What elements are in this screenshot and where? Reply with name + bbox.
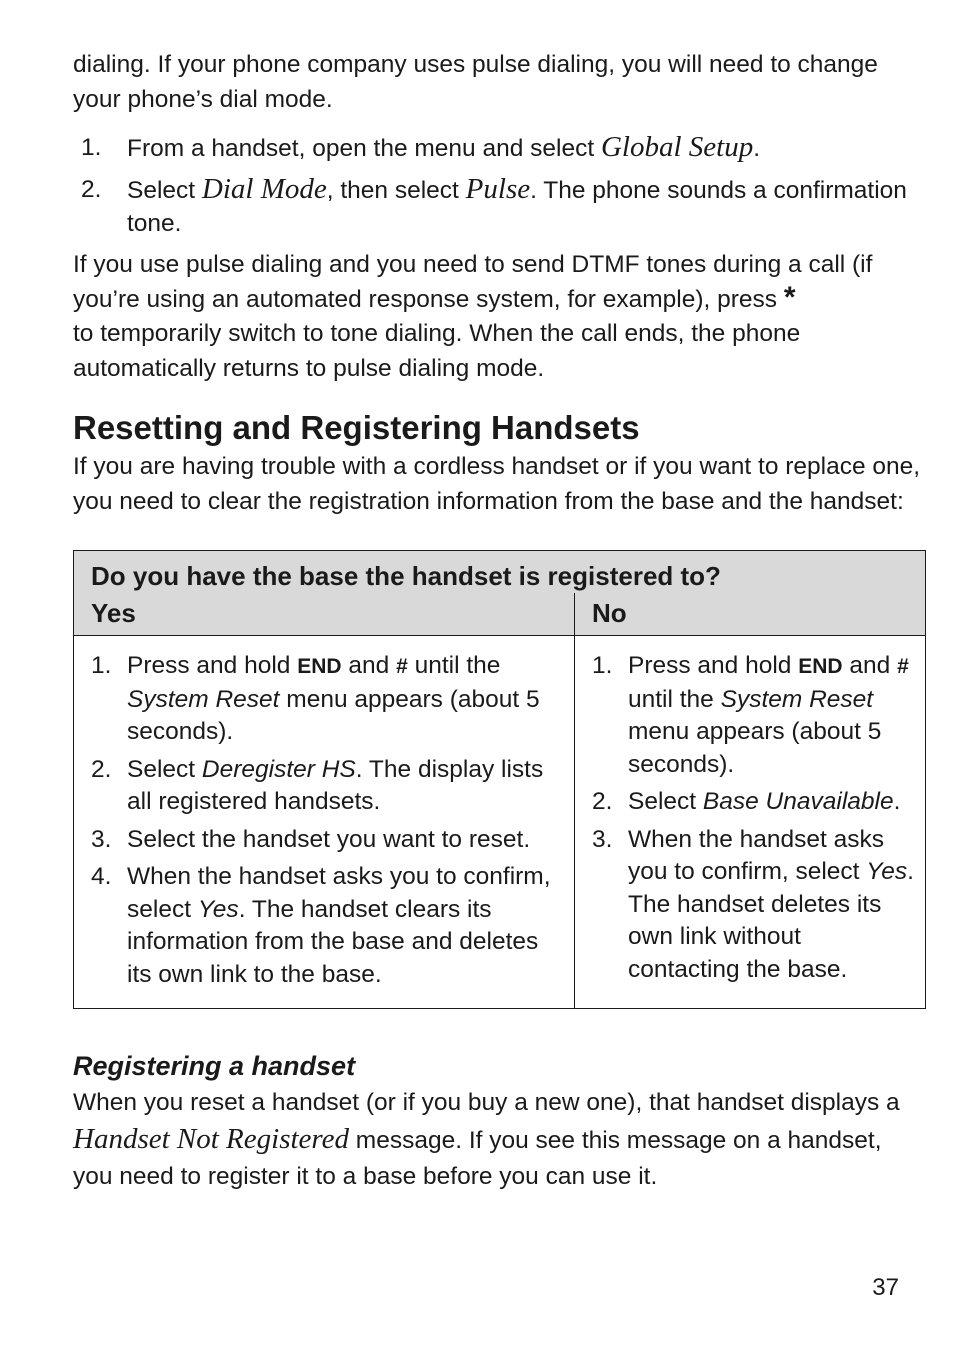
manual-page (73, 48, 925, 1195)
list-item: 4. When the handset asks you to confirm, select Yes. The handset clears its information from the base and deletes its own link to the base. (91, 863, 551, 988)
table-question: Do you have the base the handset is registered to? (74, 551, 926, 594)
end-key: END (297, 655, 342, 678)
section-title: Resetting and Registering Handsets (73, 409, 640, 446)
end-key: END (798, 655, 843, 678)
subsection-title: Registering a handset (73, 1051, 356, 1081)
list-item: 1. Press and hold END and # until the System Reset menu appears (about 5 seconds). (91, 652, 540, 745)
list-item: 1. Press and hold END and # until the System Reset menu appears (about 5 seconds). (592, 652, 909, 778)
pulse-dialing-paragraph: If you use pulse dialing and you need to send DTMF tones during a call (if you’re using an automated response system, for example), press * to temporarily switch to tone dialing. When the call ends, the phone automatically returns to pulse dialing mode. (73, 251, 873, 382)
list-item: 3. Select the handset you want to reset. (91, 825, 531, 853)
registering-paragraph: When you reset a handset (or if you buy a new one), that handset displays a Handset Not Registered message. If you see this message on a handset, you need to register it to a base before you can use it. (73, 1089, 900, 1190)
menu-option: Pulse (465, 173, 531, 205)
list-item: 2. Select Base Unavailable. (592, 788, 901, 815)
display-message: Handset Not Registered (73, 1123, 349, 1155)
star-key-icon: * (783, 280, 796, 314)
pound-key: # (897, 655, 909, 678)
no-column (575, 636, 926, 1009)
dial-mode-steps (73, 131, 925, 240)
page-number: 37 (872, 1274, 899, 1301)
yes-header: Yes (74, 593, 575, 636)
list-item: 1. From a handset, open the menu and select Global Setup. (81, 131, 761, 163)
menu-option: Global Setup (600, 131, 754, 163)
pound-key: # (396, 655, 408, 678)
menu-option: Dial Mode (201, 173, 327, 205)
yes-column (74, 636, 575, 1009)
section-intro: If you are having trouble with a cordless handset or if you want to replace one, you need to clear the registration information from the base and the handset: (73, 453, 921, 515)
reset-table (73, 550, 926, 1009)
list-item: 2. Select Deregister HS. The display lists all registered handsets. (91, 755, 544, 815)
no-header: No (575, 593, 926, 636)
intro-paragraph: dialing. If your phone company uses pulse dialing, you will need to change your phone’s dial mode. (73, 51, 878, 113)
list-item: 2. Select Dial Mode, then select Pulse. The phone sounds a confirmation tone. (81, 173, 907, 237)
list-item: 3. When the handset asks you to confirm, select Yes. The handset deletes its own link without contacting the base. (592, 825, 914, 983)
